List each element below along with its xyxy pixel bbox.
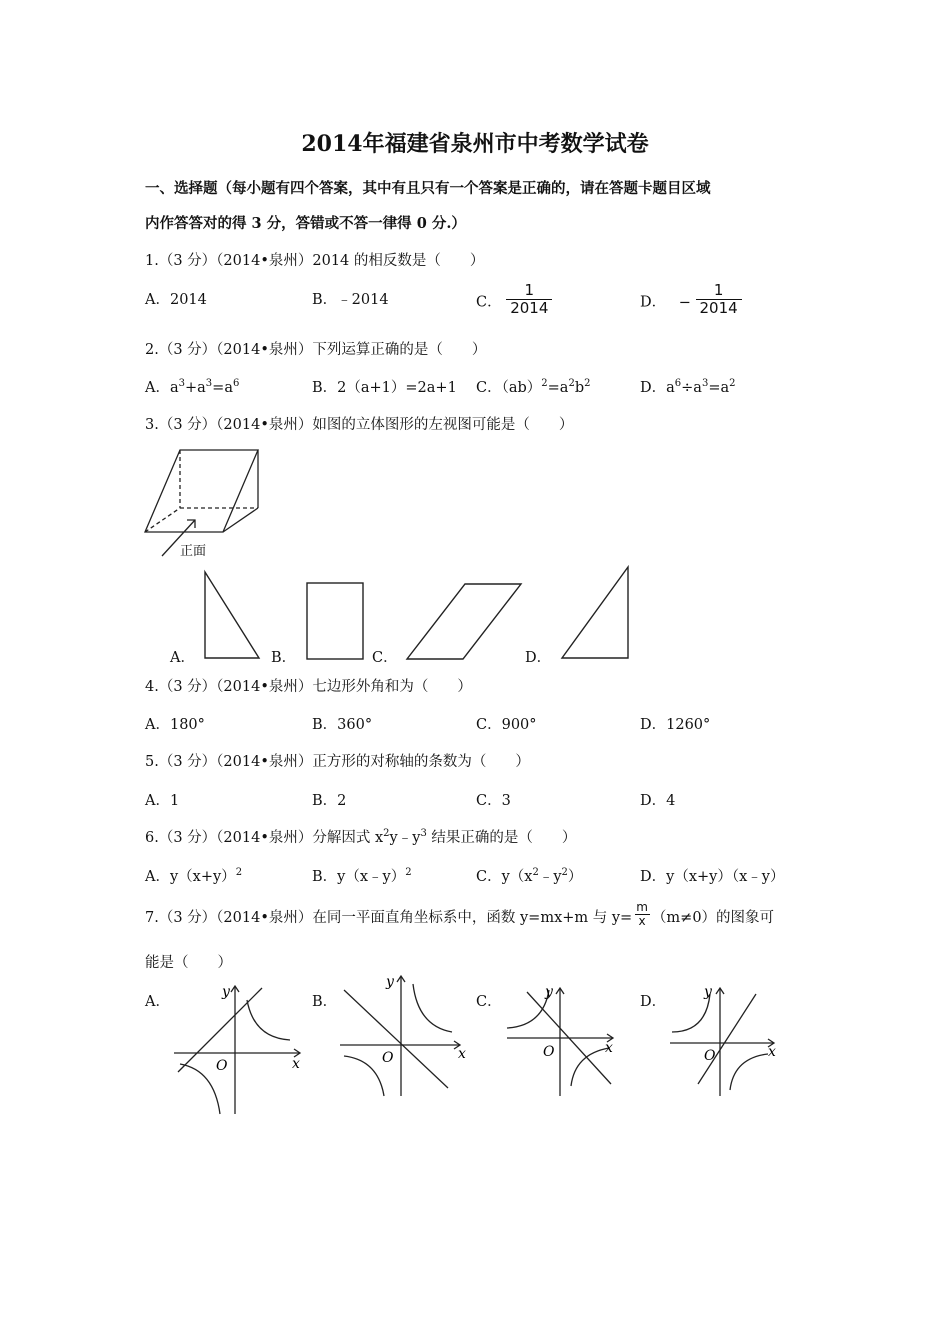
linear-function-line [344,990,448,1088]
hyperbola-branch [247,1000,290,1040]
question-1-option-a: A．2014 [145,292,207,308]
y-axis-label: y [386,974,394,990]
x-axis-label: x [768,1044,776,1060]
question-1-option-c-label: C． [476,294,502,311]
question-5-option-a: A．1 [145,793,180,809]
y-axis-label: y [222,984,230,1000]
question-7-option-b-label: B． [312,994,338,1010]
question-1-option-c-fraction [506,282,552,317]
question-7-graph-d [668,982,788,1102]
question-2-option-a: A．$a^3+a^3=a^6$ [145,378,240,396]
x-axis-label: x [605,1040,613,1056]
question-2-option-c: C．$(ab)^2=a^2b^2$ [476,378,591,396]
question-3-option-a-label: A． [170,650,195,666]
section-instructions-line1: 一、选择题（每小题有四个答案，其中有且只有一个答案是正确的，请在答题卡题目区域 [145,180,711,197]
x-axis-label: x [458,1046,466,1062]
question-2-stem: 2.（3 分）（2014•泉州）下列运算正确的是（ ） [145,342,487,358]
hyperbola-branch [413,984,452,1032]
question-6-option-a: A．$y(x+y)^2$ [145,867,243,885]
question-6-option-d: D．y（x+y）（x﹣y） [640,869,785,885]
origin-label: O [543,1044,555,1060]
front-view-label: 正面 [180,544,207,559]
question-7-stem-line2: 能是（ ） [145,955,232,971]
fraction-denominator: 2014 [506,299,552,317]
hyperbola-branch [571,1048,609,1086]
question-7-graph-b [338,970,478,1100]
question-3-option-c-parallelogram [405,582,525,662]
hyperbola-branch [180,1064,220,1114]
question-7-graph-c [505,982,625,1102]
question-4-option-c: C．900° [476,717,537,733]
question-1-option-d-fraction [696,282,742,317]
question-1-stem: 1.（3 分）（2014•泉州）2014 的相反数是（ ） [145,253,485,269]
question-7-option-d-label: D． [640,994,667,1010]
fraction-denominator: 2014 [696,299,742,317]
question-1-option-d-label: D． [640,294,667,311]
question-7-option-c-label: C． [476,994,502,1010]
question-7-option-a-label: A． [145,994,170,1010]
page-title: 2014年福建省泉州市中考数学试卷 [301,131,649,157]
question-6-option-c: C．$y(x^2﹣y^2)$ [476,867,583,885]
hyperbola-branch [344,1056,384,1096]
question-4-option-d: D．1260° [640,717,711,733]
origin-label: O [216,1058,228,1074]
question-3-option-b-rectangle [306,582,366,662]
question-4-stem: 4.（3 分）（2014•泉州）七边形外角和为（ ） [145,679,472,695]
question-3-option-d-right-triangle [560,565,632,661]
question-3-option-a-right-triangle [203,570,263,662]
question-3-stem: 3.（3 分）（2014•泉州）如图的立体图形的左视图可能是（ ） [145,417,574,433]
minus-sign: − [678,294,691,311]
y-axis-label: y [704,984,712,1000]
question-5-stem: 5.（3 分）（2014•泉州）正方形的对称轴的条数为（ ） [145,754,530,770]
fraction-numerator: 1 [713,281,724,299]
question-6-option-b: B．y（x﹣y）$^2$ [312,867,412,885]
question-1-option-c [476,281,552,317]
question-6-stem: 6.（3 分）（2014•泉州）分解因式 $x^2y﹣y^3$ 结果正确的是（ ） [145,828,577,846]
origin-label: O [382,1050,394,1066]
question-2-option-d: D．$a^6\div a^3=a^2$ [640,378,736,396]
question-4-option-b: B．360° [312,717,373,733]
question-5-option-c: C．3 [476,793,511,809]
question-3-option-b-label: B． [271,650,297,666]
origin-label: O [704,1048,716,1064]
question-5-option-b: B．2 [312,793,347,809]
question-7-stem: 7.（3 分）（2014•泉州）在同一平面直角坐标系中，函数 y=mx+m 与 y= $\frac{m}{x}$ （m≠0）的图象可 [145,899,775,928]
y-axis-label: y [545,984,553,1000]
question-1-option-b: B．﹣2014 [312,292,389,308]
fraction-numerator: 1 [524,281,535,299]
question-5-option-d: D．4 [640,793,676,809]
question-2-option-b: B．2（a+1）=2a+1 [312,380,457,396]
question-3-option-d-label: D． [525,650,552,666]
question-1-option-d [640,281,742,317]
question-4-option-a: A．180° [145,717,205,733]
question-7-graph-a [172,980,312,1120]
x-axis-label: x [292,1056,300,1072]
hyperbola-branch [730,1054,768,1090]
section-instructions-line2: 内作答答对的得 3 分，答错或不答一律得 0 分.） [145,215,466,232]
question-7-fraction: $\frac{m}{x}$ [636,899,648,928]
question-3-option-c-label: C． [372,650,398,666]
